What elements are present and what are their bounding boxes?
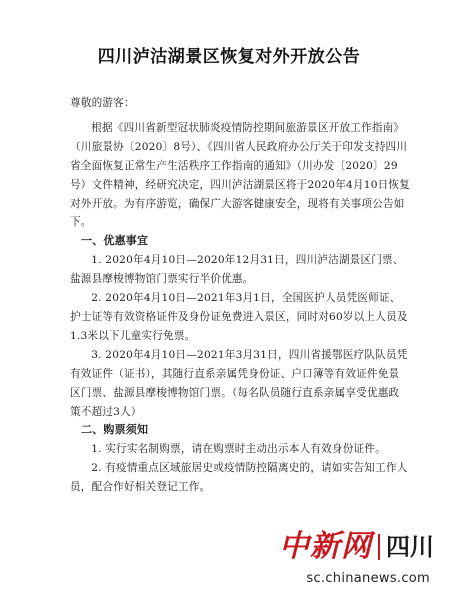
watermark-brand: 中新网 bbox=[279, 529, 372, 564]
intro-paragraph: 根据《四川省新型冠状肺炎疫情防控期间旅游景区开放工作指南》（川旅景协〔2020〕8号）、《四川省人民政府办公厅关于印发支持四川省全面恢复正常生产生活秩序工作指南的通知》（川办发〔2020〕29号）文件精神，经研究决定，四川泸沽湖景区将于2020年4月10日恢复对外开放。为有序游览，确保广大游客健康安全，现将有关事项公告如下。 bbox=[70, 121, 411, 229]
discount-item: 1. 2020年4月10日—2020年12月31日，四川泸沽湖景区门票、盐源县摩梭博物馆门票实行半价优惠。 bbox=[70, 254, 404, 286]
greeting: 尊敬的游客： bbox=[70, 97, 135, 109]
discount-item: 2. 2020年4月10日—2021年3月1日，全国医护人员凭医师证、护士证等有效资格证件及身份证免费进入景区，同时对60岁以上人员及1.3米以下儿童实行免票。 bbox=[70, 292, 408, 342]
section-heading-discounts: 一、优惠事宜 bbox=[81, 234, 149, 248]
ticketing-item: 1. 实行实名制购票，请在购票时主动出示本人有效身份证件。 bbox=[91, 443, 386, 456]
ticketing-item: 2. 有疫情重点区域旅居史或疫情防控隔离史的，请如实告知工作人员，配合作好相关登记工作。 bbox=[70, 462, 408, 494]
chinanews-watermark bbox=[279, 529, 434, 564]
discount-item: 3. 2020年4月10日—2021年3月31日，四川省援鄂医疗队队员凭有效证件（证书），其随行直系亲属凭身份证、户口簿等有效证件免景区门票、盐源县摩梭博物馆门票。（每名队员随行直系亲属享受优惠政策不超过3人） bbox=[70, 348, 408, 418]
watermark-url: sc.chinanews.com bbox=[306, 571, 430, 586]
page-title: 四川泸沽湖景区恢复对外开放公告 bbox=[97, 47, 361, 67]
watermark-divider bbox=[378, 534, 380, 560]
section-heading-ticketing: 二、购票须知 bbox=[81, 423, 149, 437]
watermark-region: 四川 bbox=[386, 533, 434, 561]
notice-body bbox=[70, 94, 410, 497]
